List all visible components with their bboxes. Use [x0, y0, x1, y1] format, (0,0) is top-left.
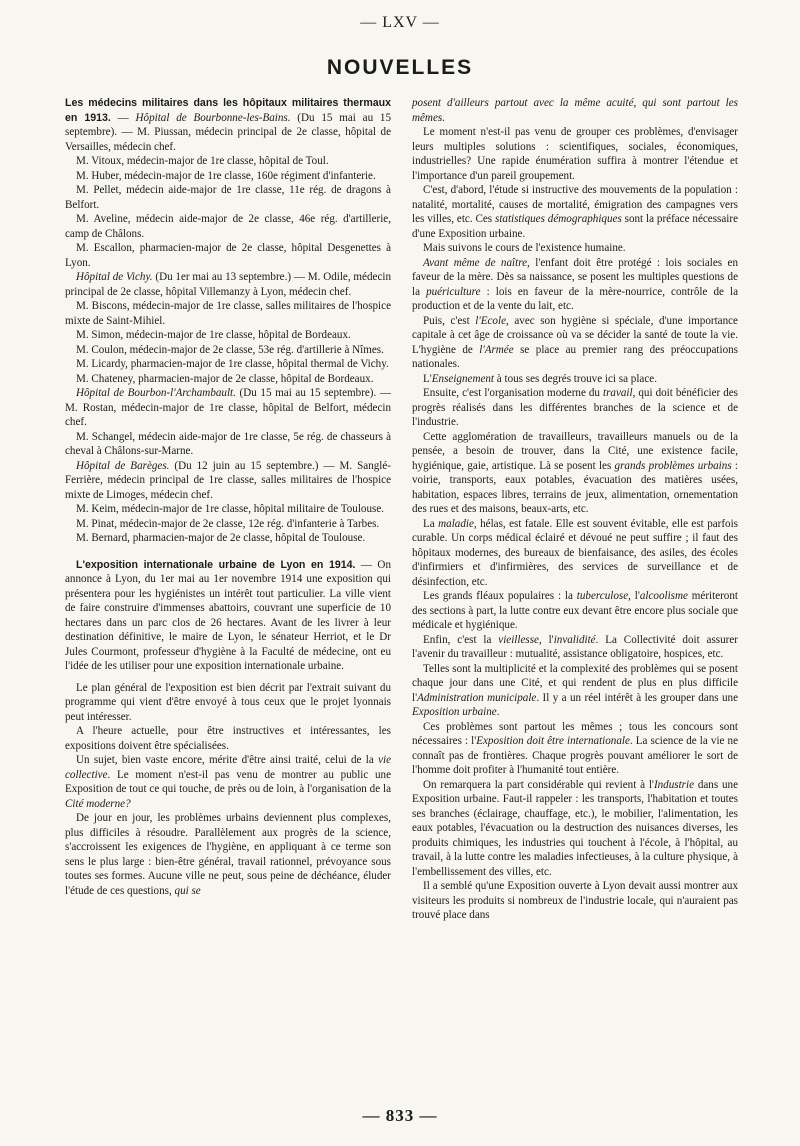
paragraph: M. Aveline, médecin aide-major de 2e classe, 46e rég. d'artillerie, camp de Châlons.	[65, 213, 391, 240]
paragraph: De jour en jour, les problèmes urbains deviennent plus complexes, plus difficiles à résoudre. Parallèlement aux progrès de la science, s'accroissent les exigences de l'hygiène, en appliquant à ce terme son sens le plus large : bien-être général, travail rationnel, prévoyance sous toutes ses formes. Aucune ville ne peut, sous peine de déchéance, éluder l'étude de ces questions, qui se	[65, 812, 391, 897]
section-lyon-exposition: L'exposition internationale urbaine de Lyon en 1914. — On annonce à Lyon, du 1er mai au 1er novembre 1914 une exposition qui présentera pour les hygiénistes un intérêt tout particulier. La ville vient de faire construire d'immenses abattoirs, couvrant une superficie de 10 hectares dans un parc clos de 26 hectares. Avant de les livrer à leur destination définitive, le maire de Lyon, le sénateur Herriot, et le Dr Jules Courmont, professeur d'hygiène à la Faculté de médecine, ont eu l'idée de les utiliser pour une exposition internationale urbaine.	[65, 558, 391, 672]
paragraph: Avant même de naître, l'enfant doit être protégé : lois sociales en faveur de la mère. Dès sa naissance, se posent les multiples questions de la puériculture : lois en faveur de la mère-nourrice, contrôle de la production et de la vente du lait, etc.	[412, 256, 739, 312]
paragraph: Puis, c'est l'Ecole, avec son hygiène si spéciale, d'une importance capitale à cet âge de croissance où va se décider la santé de toute la vie. L'hygiène de l'Armée se place au premier rang des préoccupations nationales.	[412, 314, 738, 370]
paragraph: Il a semblé qu'une Exposition ouverte à Lyon devait aussi montrer aux visiteurs les produits si nombreux de l'industrie locale, qui n'auraient pas trouvé place dans	[412, 880, 738, 921]
paragraph: Hôpital de Vichy. (Du 1er mai au 13 septembre.) — M. Odile, médecin principal de 2e classe, hôpital Villemanzy à Lyon, médecin chef.	[65, 271, 392, 298]
paragraph: M. Pinat, médecin-major de 2e classe, 12e rég. d'infanterie à Tarbes.	[76, 517, 380, 530]
paragraph: Telles sont la multiplicité et la complexité des problèmes qui se posent chaque jour dans une Cité, et qui rendent de plus en plus difficile l'Administration municipale. Il y a un réel intérêt à les grouper dans une Exposition urbaine.	[412, 662, 739, 718]
paragraph: M. Coulon, médecin-major de 2e classe, 53e rég. d'artillerie à Nîmes.	[76, 343, 384, 356]
place-name: Hôpital de Bourbon-l'Archambault.	[76, 387, 236, 399]
paragraph: Les grands fléaux populaires : la tuberculose, l'alcoolisme mériteront des sections à part, la lutte contre eux devant être encore plus sociale que médicale et hygiénique.	[412, 590, 738, 631]
place-name: Hôpital de Barèges.	[76, 459, 170, 472]
place-name: Hôpital de Bourbonne-les-Bains.	[135, 111, 291, 124]
paragraph: M. Simon, médecin-major de 1re classe, hôpital de Bordeaux.	[76, 329, 351, 341]
section-heading: Les médecins militaires dans les hôpitaux militaires thermaux en 1913.	[65, 97, 391, 124]
paragraph: C'est, d'abord, l'étude si instructive des mouvements de la population : natalité, mortalité, causes de mortalité, émigration des campagnes vers les villes, etc. Ces statistiques démographiques sont la préface nécessaire d'une Exposition urbaine.	[412, 184, 738, 240]
paragraph: Cette agglomération de travailleurs, travailleurs manuels ou de la pensée, a besoin de trouver, dans la Cité, une existence facile, hygiénique, gaie, artistique. Là se posent les grands problèmes urbains : voirie, transports, eaux potables, évacuation des matières usées, habitation, espaces libres, terrains de jeux, alimentation, ornementation des rues et des maisons, beaux-arts, etc.	[412, 430, 738, 515]
paragraph: Ensuite, c'est l'organisation moderne du travail, qui doit bénéficier des progrès réalisés dans les différentes branches de la science et de l'industrie.	[412, 387, 738, 428]
paragraph: Ces problèmes sont partout les mêmes ; tous les concours sont nécessaires : l'Exposition doit être internationale. La science de la vie ne connaît pas de frontières. Chaque progrès pouvant améliorer le sort de l'homme doit profiter à l'humanité tout entière.	[412, 720, 738, 776]
paragraph: M. Licardy, pharmacien-major de 1re classe, hôpital thermal de Vichy.	[76, 358, 389, 370]
paragraph: Le plan général de l'exposition est bien décrit par l'extrait suivant du programme qui vient d'être envoyé à tous ceux que le projet lyonnais peut intéresser.	[65, 681, 391, 723]
paragraph: posent d'ailleurs partout avec la même acuité, qui sont partout les mêmes.	[412, 97, 738, 124]
paragraph: M. Schangel, médecin aide-major de 1re classe, 5e rég. de chasseurs à cheval à Châlons-sur-Marne.	[65, 430, 391, 457]
page-number: — 833 —	[362, 1106, 438, 1125]
paragraph: Le moment n'est-il pas venu de grouper ces problèmes, d'envisager leurs multiples solutions : scientifiques, sociales, économiques, industrielles? Une rapide énumération suffira à montrer l'étendue et l'importance d'un pareil groupement.	[412, 126, 738, 182]
paragraph: Hôpital de Bourbon-l'Archambault. (Du 15 mai au 15 septembre). — M. Rostan, médecin-major de 1re classe, hôpital de Belfort, médecin chef.	[65, 387, 391, 428]
paragraph: M. Pellet, médecin aide-major de 1re classe, 11e rég. de dragons à Belfort.	[65, 184, 391, 211]
paragraph: M. Vitoux, médecin-major de 1re classe, hôpital de Toul.	[76, 155, 329, 167]
right-column	[412, 96, 738, 923]
place-name: Hôpital de Vichy.	[76, 271, 153, 283]
paragraph: M. Escallon, pharmacien-major de 2e classe, hôpital Desgenettes à Lyon.	[65, 242, 391, 269]
paragraph: M. Huber, médecin-major de 1re classe, 160e régiment d'infanterie.	[76, 169, 376, 182]
paragraph: On remarquera la part considérable qui revient à l'Industrie dans une Exposition urbaine. Faut-il rappeler : les transports, l'habitation et toutes ses branches (éclairage, chauffage, etc.), le mobilier, l'alimentation, les eaux potables, l'évacuation ou la destruction des nuisances diverses, les produits chimiques, les industries qui touchent à l'école, à l'hôpital, au travail, à la lutte contre les maladies infectieuses, à la culture physique, à l'embellissement des villes, etc.	[412, 778, 738, 878]
paragraph: Mais suivons le cours de l'existence humaine.	[423, 242, 626, 254]
paragraph: M. Bernard, pharmacien-major de 2e classe, hôpital de Toulouse.	[76, 532, 366, 544]
paragraph: M. Biscons, médecin-major de 1re classe, salles militaires de l'hospice mixte de Saint-Mihiel.	[65, 300, 391, 327]
section-heading: L'exposition internationale urbaine de Lyon en 1914.	[76, 558, 356, 571]
paragraph: Un sujet, bien vaste encore, mérite d'être ainsi traité, celui de la vie collective. Le moment n'est-il pas venu de montrer au public une Exposition de tout ce qui touche, de près ou de loin, à l'organisation de la Cité moderne?	[65, 754, 391, 810]
page-number-roman: — LXV —	[360, 14, 440, 31]
paragraph: M. Chateney, pharmacien-major de 2e classe, hôpital de Bordeaux.	[76, 372, 374, 385]
paragraph: Hôpital de Barèges. (Du 12 juin au 15 septembre.) — M. Sanglé-Ferrière, médecin principal de 1re classe, salles militaires de l'hospice mixte de Limoges, médecin chef.	[65, 459, 391, 501]
page-title: NOUVELLES	[326, 56, 474, 79]
paragraph: L'Enseignement à tous ses degrés trouve ici sa place.	[423, 372, 657, 385]
paragraph: A l'heure actuelle, pour être instructives et intéressantes, les expositions doivent être spécialisées.	[65, 725, 391, 752]
paragraph: Enfin, c'est la vieillesse, l'invalidité. La Collectivité doit assurer l'avenir du travailleur : mutualité, assistance obligatoire, hospices, etc.	[412, 633, 738, 660]
paragraph: La maladie, hélas, est fatale. Elle est souvent évitable, elle est parfois curable. Un corps médical éclairé et dévoué ne peut suffire ; il faut des hôpitaux modernes, des bureaux de bienfaisance, des asiles, des écoles d'infirmiers et d'infirmières, des services de surveillance et de désinfection, etc.	[412, 517, 738, 588]
left-column	[65, 96, 391, 898]
paragraph: M. Keim, médecin-major de 1re classe, hôpital militaire de Toulouse.	[76, 503, 385, 515]
section-military-doctors: Les médecins militaires dans les hôpitaux militaires thermaux en 1913. — Hôpital de Bourbonne-les-Bains. (Du 15 mai au 15 septembre). — M. Piussan, médecin principal de 2e classe, hôpital de Versailles, médecin chef.	[65, 97, 391, 153]
